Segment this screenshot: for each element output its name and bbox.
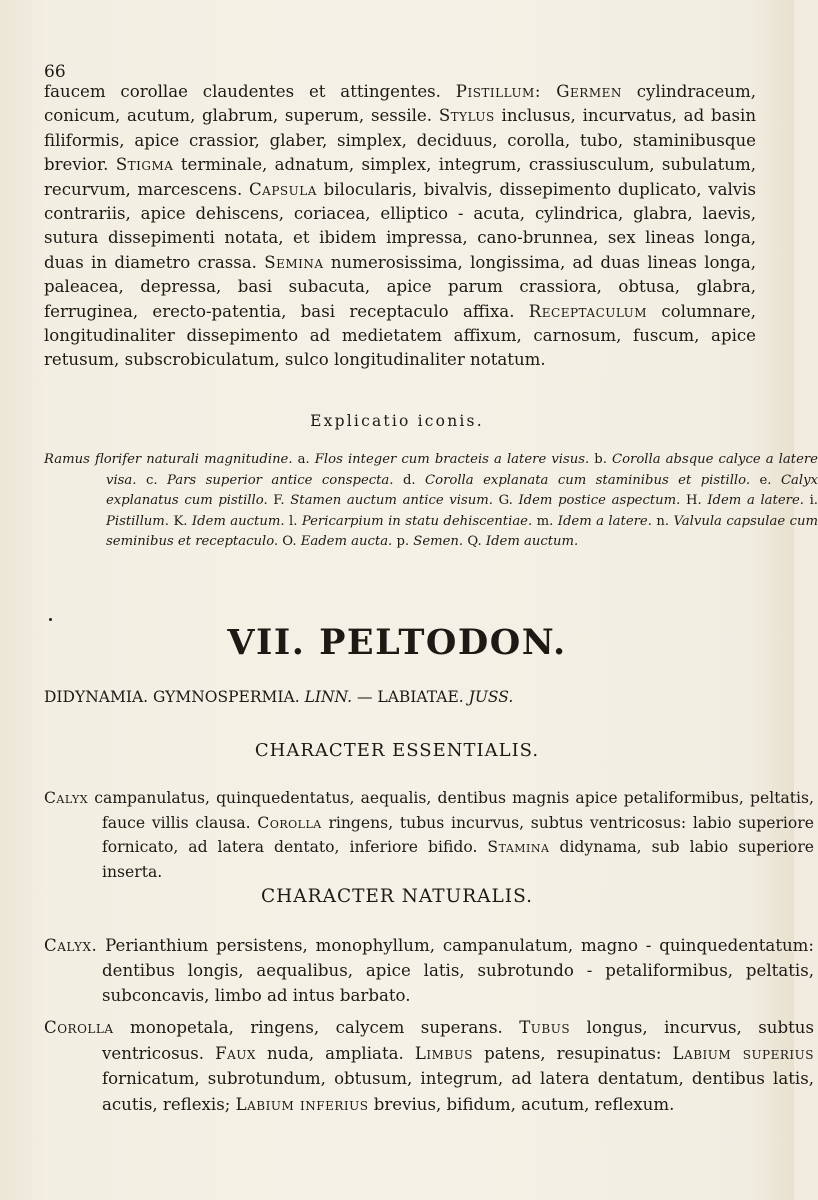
figure-letter: H.	[685, 493, 702, 509]
text-run: monopetala, ringens, calycem superans.	[113, 1018, 520, 1037]
figure-caption: Pars superior antice conspecta.	[157, 472, 403, 488]
essentialis-paragraph	[44, 786, 814, 884]
text-run: fornicatum, subrotundum, obtusum, integrum, ad latera dentatum, dentibus latis, acutis, reflexis;	[102, 1069, 814, 1114]
text-run: inclusus, incurvatus, ad basin filiformis, apice crassior, glaber, simplex, deciduus, corolla, tubo, staminibusque brevior.	[44, 106, 756, 175]
page-number: 66	[44, 62, 66, 82]
term-receptaculum: Receptaculum	[528, 301, 648, 321]
corolla-description	[44, 1015, 814, 1117]
term-labium-superius: Labium superius	[672, 1043, 815, 1063]
figure-caption: Idem postice aspectum.	[512, 493, 686, 509]
figure-letter: b.	[594, 452, 607, 467]
figure-caption: Calyx explanatus cum pistillo.	[106, 472, 818, 509]
term-germen: Germen	[556, 82, 622, 101]
essentialis-heading: CHARACTER ESSENTIALIS.	[254, 740, 540, 761]
text-run: ringens, tubus incurvus, subtus ventricosus: labio superiore fornicato, ad latera dentato, inferiore bifido.	[102, 813, 814, 857]
naturalis-heading: CHARACTER NATURALIS.	[261, 886, 533, 907]
figure-caption: Idem a latere.	[701, 493, 810, 509]
text-run: cylindraceum, conicum, acutum, glabrum, superum, sessile.	[44, 82, 756, 126]
text-run: longus, incurvus, subtus ventricosus.	[102, 1018, 814, 1063]
term-calyx: Calyx.	[44, 936, 98, 955]
figure-caption: Idem auctum.	[187, 513, 289, 529]
text-run: columnare, longitudinaliter dissepimento ad medietatem affixum, carnosum, fuscum, apice retusum, subscrobiculatum, sulco longitudinaliter notatum.	[44, 301, 756, 370]
figure-caption: Pericarpium in statu dehiscentiae.	[297, 513, 537, 529]
text-run: Perianthium persistens, monophyllum, campanulatum, magno - quinquedentatum: dentibus longis, aequalibus, apice latis, subrotundo - petaliformibus, peltatis, subconcavis, limbo ad intus barbato.	[97, 936, 814, 1005]
figure-caption: Idem auctum.	[481, 534, 579, 550]
figure-letter: a.	[297, 452, 310, 467]
term-limbus: Limbus	[414, 1043, 474, 1063]
figure-caption: Idem a latere.	[553, 513, 657, 529]
term-capsula: Capsula	[248, 179, 317, 199]
figure-caption: Pistillum.	[106, 513, 174, 529]
figure-letter: d.	[402, 472, 416, 488]
figure-letter: Q.	[467, 534, 482, 550]
figure-caption: Valvula capsulae cum seminibus et receptaculo.	[106, 513, 818, 550]
term-tubus: Tubus	[519, 1018, 571, 1037]
figure-caption: Eadem aucta.	[296, 534, 397, 550]
pistillum-paragraph	[44, 80, 756, 373]
text-run: terminale, adnatum, simplex, integrum, crassiusculum, subulatum, recurvum, marcescens.	[44, 155, 756, 199]
figure-caption: Ramus florifer naturali magnitudine.	[44, 452, 298, 467]
explicatio-heading: Explicatio iconis.	[310, 412, 484, 430]
figure-letter: n.	[656, 513, 670, 529]
text-run: bilocularis, bivalvis, dissepimento duplicato, valvis contrariis, apice dehiscens, coriacea, elliptico - acuta, cylindrica, glabra, laevis, sutura dissepimenti notata, et ibidem impressa, cano-brunnea, sex lineas longa, duas in diametro crassa.	[44, 179, 756, 272]
figure-caption: Corolla explanata cum staminibus et pistillo.	[415, 472, 760, 488]
figure-letter: K.	[173, 513, 188, 529]
term-calyx: Calyx	[44, 789, 89, 807]
figure-caption: Flos integer cum bracteis a latere visus.	[309, 452, 595, 467]
text-run: faucem corollae claudentes et attingentes.	[44, 82, 456, 101]
page-mark	[49, 618, 52, 621]
term-semina: Semina	[264, 252, 324, 272]
term-stamina: Stamina	[487, 838, 550, 857]
term-labium-inferius: Labium inferius	[235, 1094, 369, 1114]
text-run: didynama, sub labio superiore inserta.	[102, 838, 814, 881]
class-text: — LABIATAE.	[352, 688, 469, 706]
text-run: nuda, ampliata.	[255, 1043, 415, 1063]
class-linn: LINN.	[304, 688, 353, 706]
class-text: DIDYNAMIA. GYMNOSPERMIA.	[44, 688, 305, 706]
figure-letter: F.	[273, 493, 285, 509]
text-run: campanulatus, quinquedentatus, aequalis, dentibus magnis apice petaliformibus, peltatis, fauce villis clausa.	[88, 789, 814, 832]
figure-letter: e.	[759, 472, 772, 488]
calyx-description	[44, 933, 814, 1008]
term-corolla: Corolla	[44, 1018, 114, 1037]
figure-letter: c.	[145, 472, 158, 488]
term-stylus: Stylus	[438, 106, 495, 126]
figure-letter: O.	[282, 534, 297, 550]
term-pistillum: Pistillum:	[455, 82, 557, 101]
figure-letter: i.	[809, 493, 818, 509]
figure-letter: p.	[396, 534, 410, 550]
class-juss: JUSS.	[468, 688, 514, 706]
text-run: numerosissima, longissima, ad duas lineas longa, paleacea, depressa, basi subacuta, apice parum crassiora, obtusa, glabra, ferruginea, erecto-patentia, basi receptaculo affixa.	[44, 252, 756, 321]
figure-caption: Semen.	[409, 534, 468, 550]
term-faux: Faux	[215, 1043, 256, 1063]
genus-title: VII. PELTODON.	[227, 622, 567, 663]
figure-letter: G.	[498, 493, 513, 509]
term-stigma: Stigma	[115, 155, 174, 175]
explicatio-iconis	[44, 450, 818, 553]
figure-caption: Stamen auctum antice visum.	[284, 493, 499, 509]
figure-letter: m.	[536, 513, 554, 529]
figure-caption: Corolla absque calyce a latere visa.	[106, 452, 818, 488]
term-corolla: Corolla	[257, 813, 322, 832]
classification-line	[44, 688, 513, 706]
text-run: brevius, bifidum, acutum, reflexum.	[368, 1094, 675, 1114]
figure-letter: l.	[288, 513, 298, 529]
text-run: patens, resupinatus:	[473, 1043, 673, 1063]
